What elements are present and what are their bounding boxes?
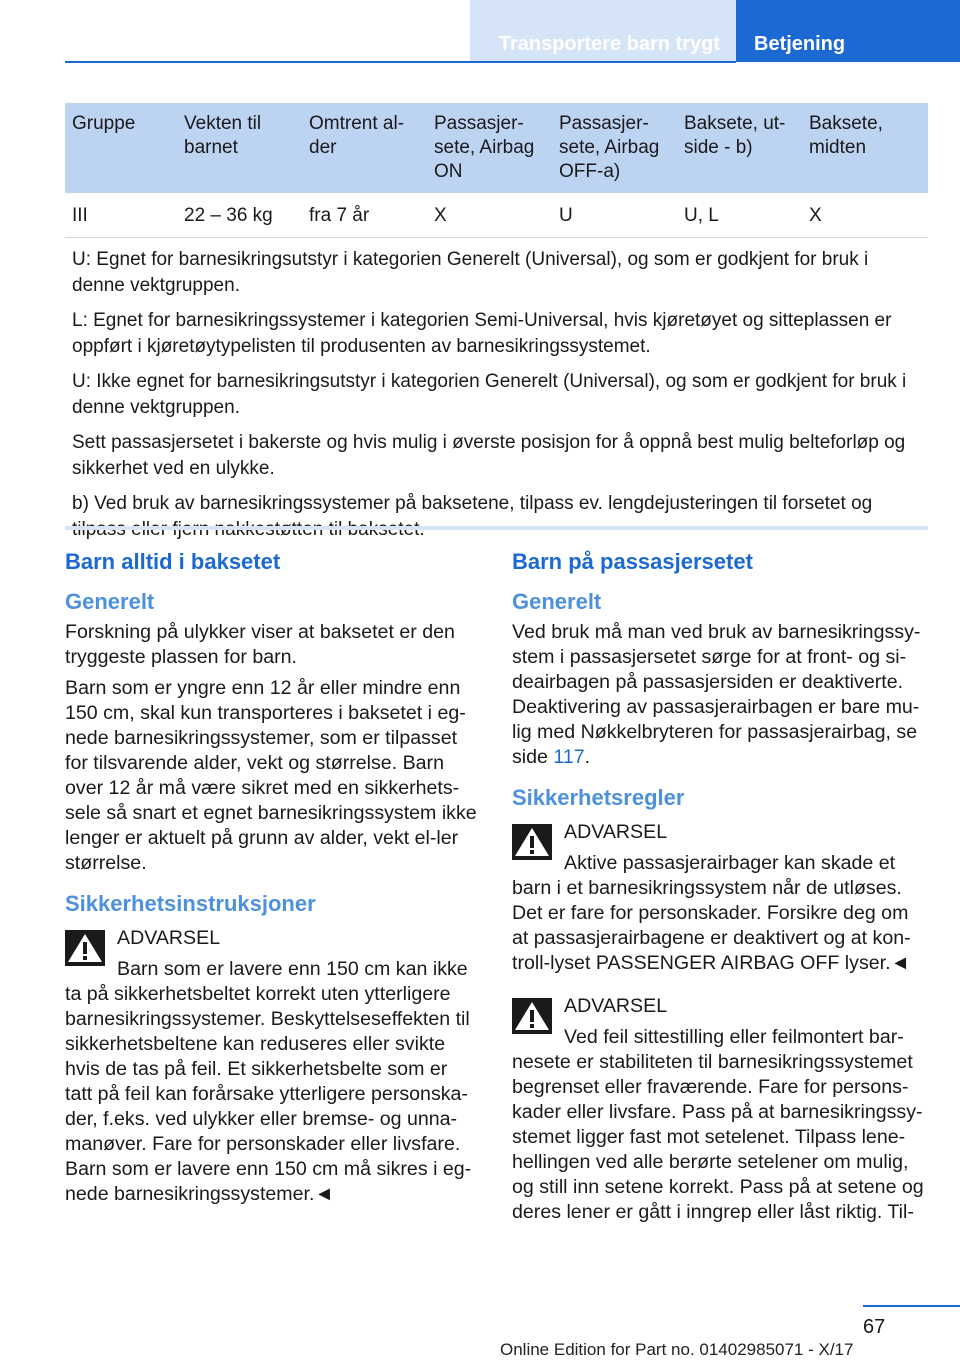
table-header-cell: Passasjer- sete, Airbag OFF-a) <box>552 103 677 193</box>
table-row <box>65 193 928 238</box>
table-cell: X <box>427 193 552 238</box>
subheading: Sikkerhetsinstruksjoner <box>65 891 316 916</box>
warning-title: ADVARSEL <box>117 927 221 949</box>
table-note: U: Egnet for barnesikringsutstyr i kategorien Generelt (Universal), og som er godkjent for bruk i denne vektgruppen. <box>72 249 869 296</box>
paragraph: Ved bruk må man ved bruk av barnesikringssy-stem i passasjersetet sørge for at front- og si-deairbagen på passasjersiden er deaktiverte. Deaktivering av passasjerairbagen er bare mu-lig med Nøkkelbryteren for passasjerairbag, se side 117. <box>512 621 921 768</box>
table-cell: U, L <box>677 193 802 238</box>
table-cell: X <box>802 193 928 238</box>
table-header-cell: Omtrent al- der <box>302 103 427 193</box>
header-section-title: Transportere barn trygt <box>470 0 736 62</box>
warning-text-first: Ved feil sittestilling eller feilmontert bar- <box>564 1026 904 1048</box>
warning-text: barn i et barnesikringssystem når de utløses. Det er fare for personskader. Forsikre deg om at passasjerairbagene er deaktivert og at kon-troll-lyset PASSENGER AIRBAG OFF lyser.◄ <box>512 877 911 974</box>
edition-note: Online Edition for Part no. 01402985071 - X/17 <box>500 1340 854 1359</box>
table-header-cell: Passasjer- sete, Airbag ON <box>427 103 552 193</box>
subheading: Generelt <box>512 589 602 614</box>
table-header-cell: Vekten til barnet <box>177 103 302 193</box>
table-header-cell: Baksete, ut- side - b) <box>677 103 802 193</box>
warning-block <box>65 926 477 1207</box>
warning-text-first: Aktive passasjerairbager kan skade et <box>564 852 896 874</box>
warning-title: ADVARSEL <box>564 821 668 843</box>
table-cell: 22 – 36 kg <box>177 193 302 238</box>
table-note: L: Egnet for barnesikringssystemer i kategorien Semi-Universal, hvis kjøretøyet og sitteplassen er oppført i kjøretøytypelisten til produsenten av barnesikringssystemet. <box>72 310 892 357</box>
warning-block <box>512 994 928 1225</box>
table-bottom-rule <box>65 526 928 530</box>
page-number: 67 <box>863 1316 886 1338</box>
table-cell: III <box>65 193 177 238</box>
footer-rule <box>863 1305 960 1307</box>
warning-text: nesete er stabiliteten til barnesikringssystemet begrenset eller fraværende. Fare for persons-kader eller livsfare. Pass på at barnesikringssy-stemet ligger fast mot setelenet. Tilpass lene-hellingen ved alle berørte setelener om mulig, og still inn setene korrekt. Pass på at setene og deres lener er gått i inngrep eller låst riktig. Til- <box>512 1051 924 1223</box>
subheading: Generelt <box>65 589 155 614</box>
table-header-row <box>65 103 928 193</box>
table-header-cell: Baksete, midten <box>802 103 928 193</box>
right-column <box>512 548 928 1243</box>
child-seat-table <box>65 103 928 556</box>
header-chapter-tab: Betjening <box>736 0 960 62</box>
table-notes <box>65 238 928 557</box>
table-note: U: Ikke egnet for barnesikringsutstyr i kategorien Generelt (Universal), og som er godkjent for bruk i denne vektgruppen. <box>72 371 907 418</box>
paragraph: Barn som er yngre enn 12 år eller mindre enn 150 cm, skal kun transporteres i baksetet i eg-nede barnesikringssystemer, som er tilpasset for tilsvarende alder, vekt og størrelse. Barn over 12 år må være sikret med en sikkerhets-sele så snart et egnet barnesikringssystem ikke lenger er aktuelt på grunn av alder, vekt el-ler størrelse. <box>65 677 477 874</box>
table-header-cell: Gruppe <box>65 103 177 193</box>
warning-block <box>512 820 928 976</box>
page-link[interactable]: 117 <box>553 746 585 768</box>
table-cell: U <box>552 193 677 238</box>
subheading: Sikkerhetsregler <box>512 785 685 810</box>
table-notes-row <box>65 238 928 557</box>
table-cell: fra 7 år <box>302 193 427 238</box>
warning-text: ta på sikkerhetsbeltet korrekt uten ytterligere barnesikringssystemer. Beskyttelseseffekten til sikkerhetsbeltene kan reduseres eller svikte hvis de tas på feil. Et sikkerhetsbelte som er tatt på feil kan forårsake ytterligere personska-der, f.eks. ved ulykker eller bremse- og unna-manøver. Fare for personskader eller livsfare. Barn som er lavere enn 150 cm må sikres i eg-nede barnesikringssystemer.◄ <box>65 983 472 1205</box>
section-heading: Barn alltid i baksetet <box>65 549 281 574</box>
section-heading: Barn på passasjersetet <box>512 549 753 574</box>
warning-triangle-icon <box>512 998 552 1034</box>
paragraph: Forskning på ulykker viser at baksetet er den tryggeste plassen for barn. <box>65 621 455 668</box>
left-column <box>65 548 477 1225</box>
warning-triangle-icon <box>65 930 105 966</box>
warning-text-first: Barn som er lavere enn 150 cm kan ikke <box>117 958 468 980</box>
warning-triangle-icon <box>512 824 552 860</box>
table-note: b) Ved bruk av barnesikringssystemer på baksetene, tilpass ev. lengdejusteringen til forsetet og <box>72 493 873 514</box>
table-note: Sett passasjersetet i bakerste og hvis mulig i øverste posisjon for å oppnå best mulig belteforløp og sikkerhet ved en ulykke. <box>72 432 906 479</box>
warning-title: ADVARSEL <box>564 995 668 1017</box>
header-rule <box>65 61 736 63</box>
